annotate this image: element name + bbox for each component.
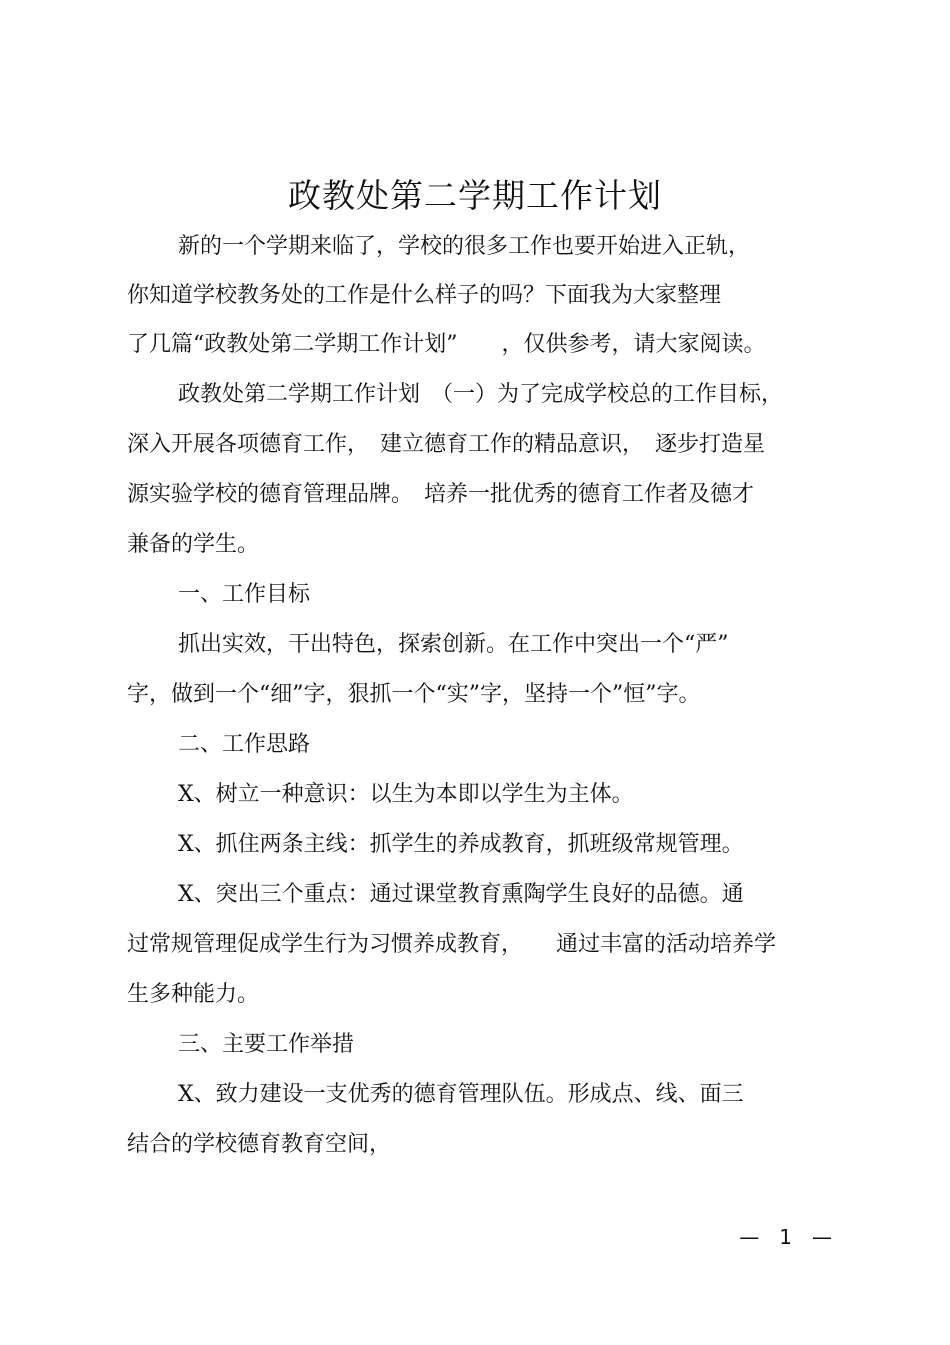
text-line: 深入开展各项德育工作， 建立德育工作的精品意识， 逐步打造星 <box>127 432 766 457</box>
text-line: 生多种能力。 <box>127 982 260 1007</box>
page-title: 政教处第二学期工作计划 <box>288 176 662 215</box>
text-line: X、抓住两条主线：抓学生的养成教育，抓班级常规管理。 <box>178 832 744 857</box>
text-line: 抓出实效，干出特色，探索创新。在工作中突出一个“严” <box>178 632 729 657</box>
text-line: 政教处第二学期工作计划 （一）为了完成学校总的工作目标， <box>178 382 784 407</box>
section-heading: 一、工作目标 <box>178 582 311 607</box>
text-line: X、突出三个重点：通过课堂教育熏陶学生良好的品德。通 <box>178 882 744 907</box>
text-line: X、致力建设一支优秀的德育管理队伍。形成点、线、面三 <box>178 1082 744 1107</box>
text-line: 你知道学校教务处的工作是什么样子的吗？下面我为大家整理 <box>127 283 722 308</box>
text-line: 了几篇“政教处第二学期工作计划” ，仅供参考，请大家阅读。 <box>127 332 766 357</box>
section-heading: 三、主要工作举措 <box>178 1032 355 1057</box>
page-number: — 1 — <box>739 1225 832 1249</box>
text-line: 结合的学校德育教育空间， <box>127 1132 392 1157</box>
section-heading: 二、工作思路 <box>178 732 311 757</box>
text-line: 源实验学校的德育管理品牌。 培养一批优秀的德育工作者及德才 <box>127 482 755 507</box>
text-line: 过常规管理促成学生行为习惯养成教育， 通过丰富的活动培养学 <box>127 932 777 957</box>
text-line: 兼备的学生。 <box>127 532 260 557</box>
text-line: 新的一个学期来临了，学校的很多工作也要开始进入正轨， <box>178 234 751 259</box>
text-line: X、树立一种意识：以生为本即以学生为主体。 <box>178 782 634 807</box>
text-line: 字，做到一个“细”字，狠抓一个“实”字，坚持一个”恒”字。 <box>127 682 701 707</box>
